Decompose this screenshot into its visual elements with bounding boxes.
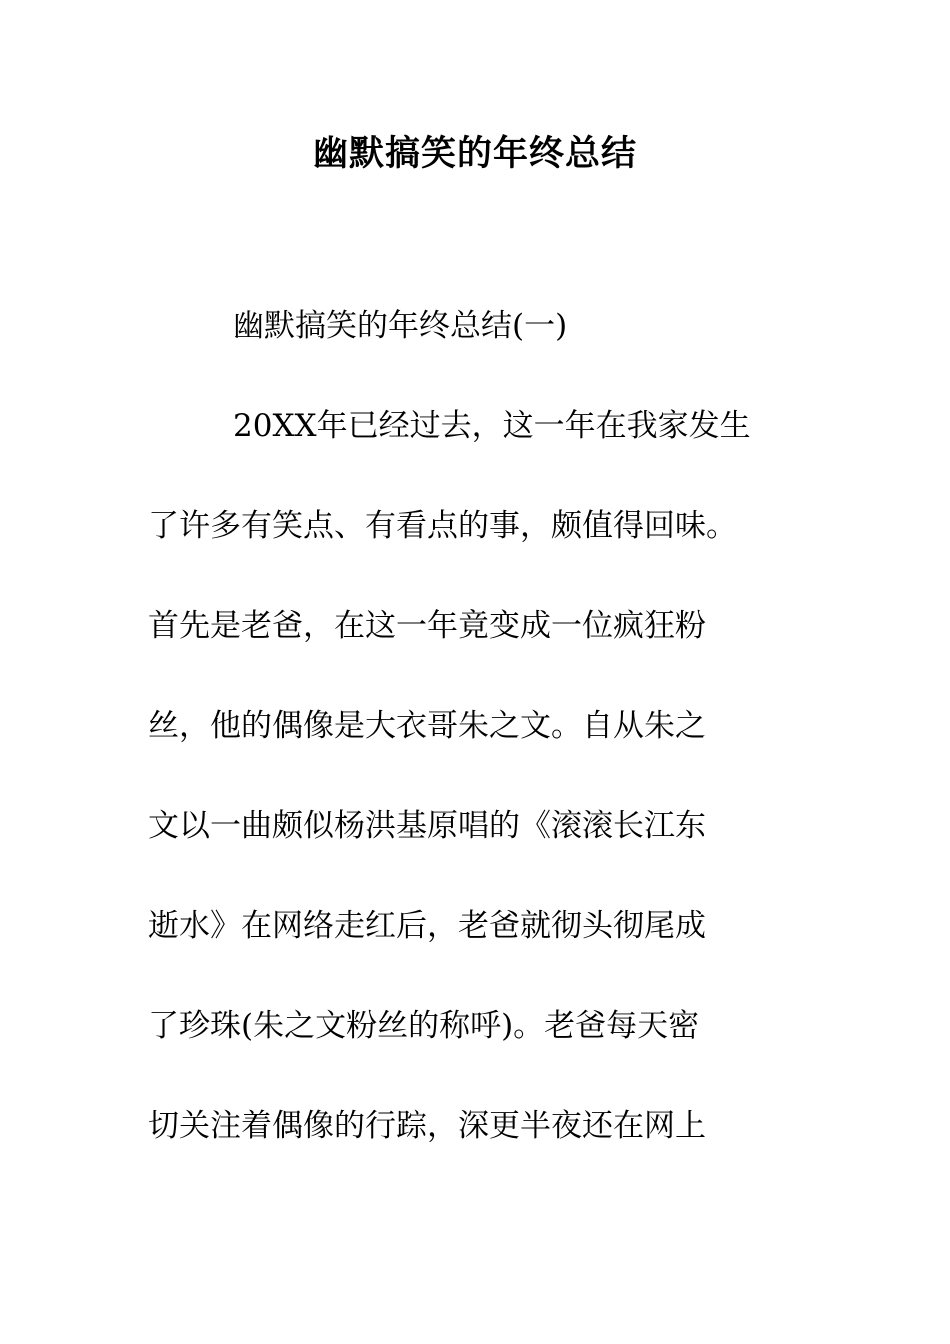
paragraph-line: 了珍珠(朱之文粉丝的称呼)。老爸每天密: [148, 1008, 700, 1044]
paragraph-line: 丝，他的偶像是大衣哥朱之文。自从朱之: [148, 708, 706, 744]
paragraph-line: 了许多有笑点、有看点的事，颇值得回味。: [148, 508, 737, 544]
paragraph-line: 首先是老爸，在这一年竟变成一位疯狂粉: [148, 608, 706, 644]
paragraph-line: 20XX年已经过去，这一年在我家发生: [233, 408, 751, 444]
paragraph-line: 切关注着偶像的行踪，深更半夜还在网上: [148, 1108, 706, 1144]
subtitle-line: 幽默搞笑的年终总结(一): [233, 308, 568, 344]
document-title: 幽默搞笑的年终总结: [312, 134, 637, 174]
paragraph-line: 逝水》在网络走红后，老爸就彻头彻尾成: [148, 908, 706, 944]
paragraph-line: 文以一曲颇似杨洪基原唱的《滚滚长江东: [148, 808, 706, 844]
